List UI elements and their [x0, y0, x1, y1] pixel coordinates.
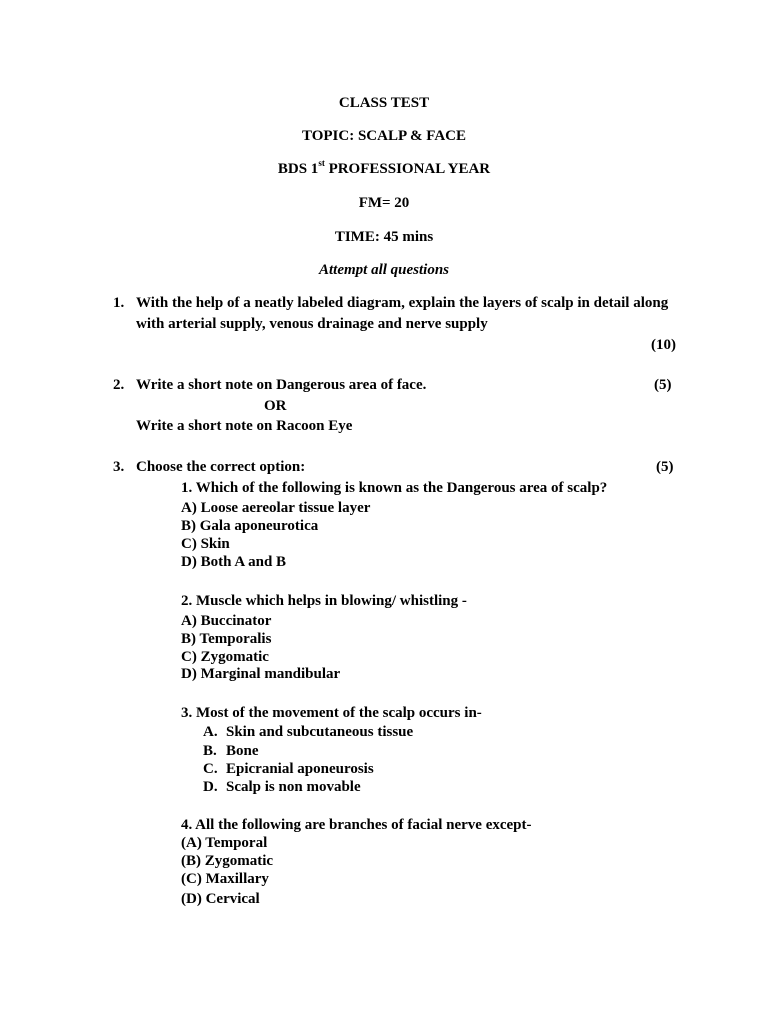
q3-marks: (5)	[656, 459, 674, 475]
q1-marks: (10)	[651, 337, 676, 353]
mcq3-option-c-label: C.	[203, 761, 218, 777]
course-line	[0, 160, 768, 178]
mcq3-option-a	[203, 723, 413, 741]
mcq4-option-b: (B) Zygomatic	[181, 853, 274, 869]
mcq4-question: 4. All the following are branches of facial nerve except-	[181, 817, 532, 833]
mcq3-option-c-text: Epicranial aponeurosis	[226, 761, 374, 777]
course-superscript: st	[318, 158, 325, 168]
q1-number: 1.	[113, 295, 125, 311]
mcq3-option-a-label: A.	[203, 724, 218, 740]
mcq2-option-d: D) Marginal mandibular	[181, 666, 341, 682]
mcq1-option-b: B) Gala aponeurotica	[181, 518, 319, 534]
mcq3-option-b-label: B.	[203, 743, 217, 759]
mcq2-option-a: A) Buccinator	[181, 613, 272, 629]
q2-marks: (5)	[654, 377, 672, 393]
mcq3-option-a-text: Skin and subcutaneous tissue	[226, 724, 414, 740]
q3-text: Choose the correct option:	[136, 459, 306, 475]
exam-time: TIME: 45 mins	[334, 229, 434, 245]
mcq1-option-d: D) Both A and B	[181, 554, 287, 570]
mcq4-option-d: (D) Cervical	[181, 891, 260, 907]
q2-line1: Write a short note on Dangerous area of face.	[136, 377, 427, 393]
q3-number: 3.	[113, 459, 125, 475]
mcq3-option-d	[203, 778, 361, 796]
course-suffix: PROFESSIONAL YEAR	[324, 161, 491, 177]
mcq1-option-a: A) Loose aereolar tissue layer	[181, 500, 371, 516]
full-marks: FM= 20	[358, 195, 410, 211]
exam-instruction: Attempt all questions	[318, 262, 450, 278]
mcq3-option-b	[203, 742, 259, 760]
mcq3-option-d-label: D.	[203, 779, 218, 795]
exam-title: CLASS TEST	[338, 95, 430, 111]
mcq3-option-c	[203, 760, 374, 778]
mcq4-option-c: (C) Maxillary	[181, 871, 269, 887]
exam-topic: TOPIC: SCALP & FACE	[301, 128, 467, 144]
mcq4-option-a: (A) Temporal	[181, 835, 268, 851]
mcq1-option-c: C) Skin	[181, 536, 230, 552]
mcq1-question: 1. Which of the following is known as the Dangerous area of scalp?	[181, 480, 608, 496]
q1-line2: with arterial supply, venous drainage and nerve supply	[136, 316, 488, 332]
mcq2-option-c: C) Zygomatic	[181, 649, 269, 665]
q2-number: 2.	[113, 377, 125, 393]
mcq2-question: 2. Muscle which helps in blowing/ whistling -	[181, 593, 467, 609]
course-prefix: BDS 1	[277, 161, 319, 177]
mcq2-option-b: B) Temporalis	[181, 631, 272, 647]
mcq3-question: 3. Most of the movement of the scalp occurs in-	[181, 705, 482, 721]
q2-or: OR	[264, 398, 287, 414]
mcq3-option-b-text: Bone	[226, 743, 259, 759]
mcq3-option-d-text: Scalp is non movable	[226, 779, 361, 795]
q1-line1: With the help of a neatly labeled diagram, explain the layers of scalp in detail along	[136, 295, 669, 311]
q2-line2: Write a short note on Racoon Eye	[136, 418, 353, 434]
